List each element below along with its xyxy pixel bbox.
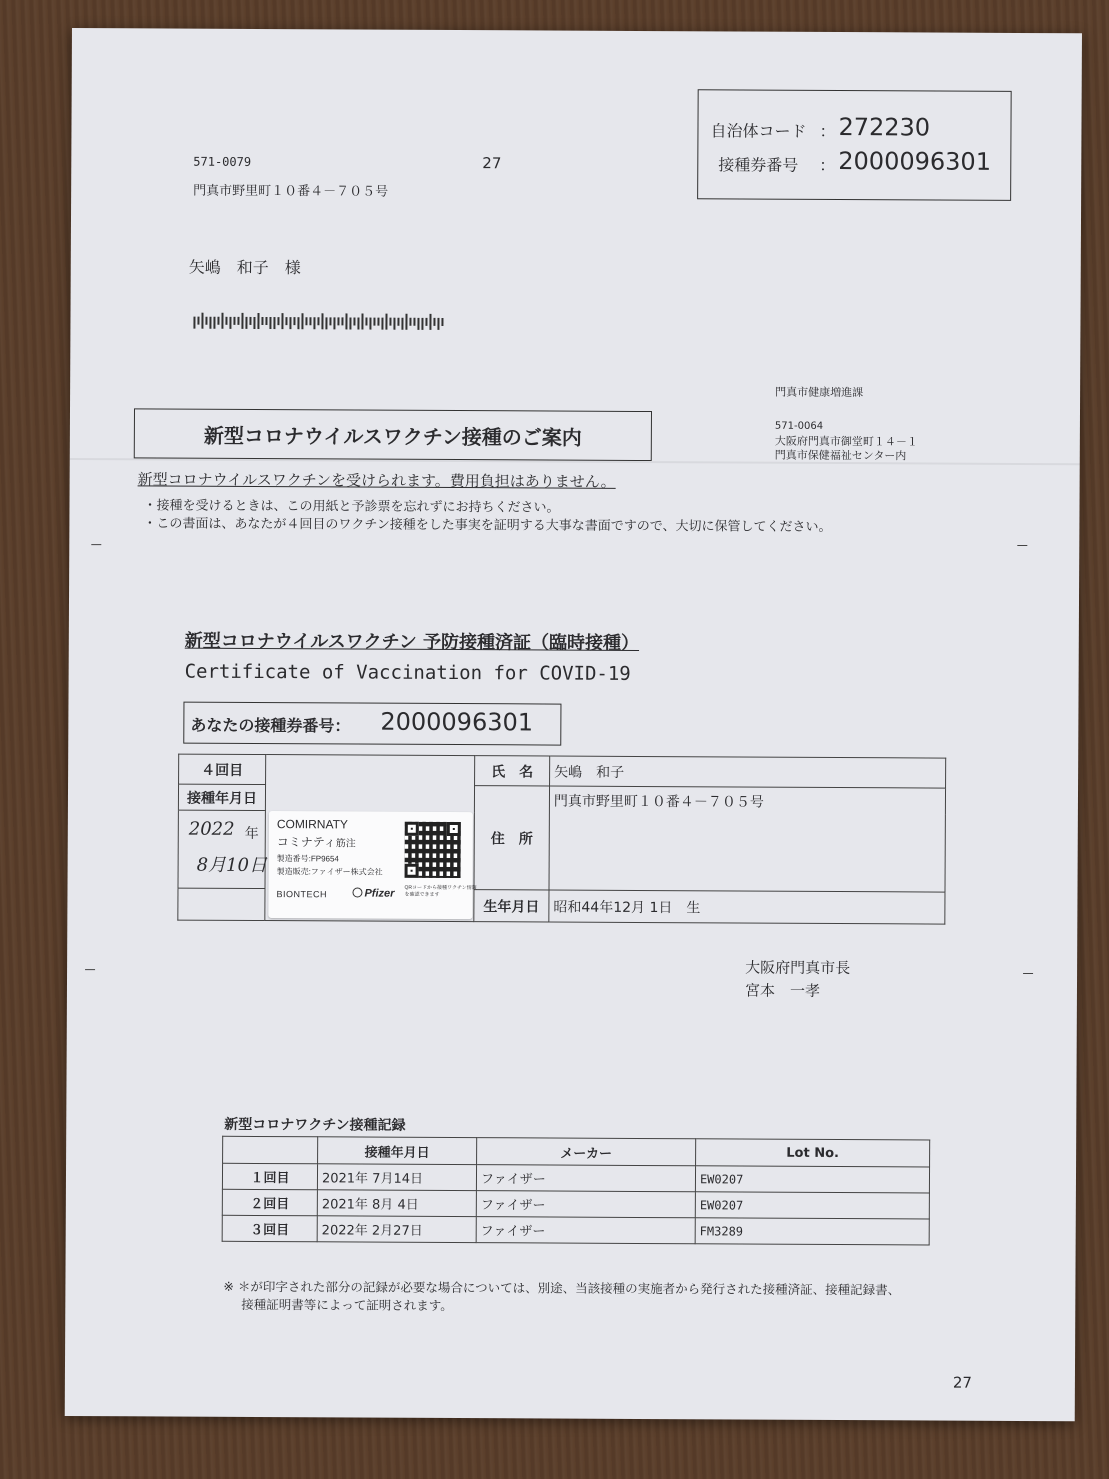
certificate-ticket-label: あなたの接種券番号：	[190, 715, 351, 736]
notice-lead: 新型コロナウイルスワクチンを受けられます。費用負担はありません。	[137, 470, 616, 491]
barcode-bar	[309, 317, 311, 325]
sender-dept: 門真市健康増進課	[775, 385, 864, 400]
certificate-ticket-value: 2000096301	[380, 707, 534, 737]
barcode-bar	[417, 318, 419, 330]
barcode-bar	[401, 318, 403, 330]
municipality-code-box	[697, 89, 1012, 201]
qr-note-2: を確認できます	[404, 891, 440, 898]
record-cell: 2022年 2月27日	[317, 1216, 476, 1243]
barcode-bar	[301, 313, 303, 329]
record-header-row	[223, 1136, 930, 1167]
barcode-bar	[217, 317, 219, 325]
barcode-bar	[329, 317, 331, 325]
dose-label: ４回目	[179, 754, 266, 784]
pfizer-wordmark: Pfizer	[364, 887, 395, 900]
barcode-bar	[425, 318, 427, 326]
postal-barcode	[193, 313, 483, 331]
barcode-bar	[229, 317, 231, 329]
certificate-title-jp: 新型コロナウイルスワクチン 予防接種済証（臨時接種）	[184, 630, 640, 654]
sender-postal: 571-0064	[774, 420, 824, 432]
vaccine-lot-sticker	[268, 811, 477, 919]
barcode-bar	[241, 313, 243, 329]
barcode-bar	[325, 317, 327, 329]
pfizer-mark-icon	[352, 887, 362, 897]
barcode-bar	[341, 317, 343, 325]
barcode-bar	[385, 314, 387, 330]
notice-bullet-2: ・この書面は、あなたが４回目のワクチン接種をした事実を証明する大事な書面ですので、大切に保管してください。	[143, 516, 832, 535]
sticker-name-suffix: 筋注	[335, 838, 356, 850]
barcode-bar	[293, 317, 295, 325]
record-cell: EW0207	[695, 1166, 929, 1193]
barcode-bar	[273, 317, 275, 329]
recipient-address: 門真市野里町１０番４－７０５号	[193, 183, 389, 200]
colon: ：	[819, 155, 836, 175]
record-cell: 2021年 8月 4日	[317, 1190, 476, 1217]
recipient-name: 矢嶋 和子 様	[188, 257, 301, 278]
barcode-bar	[393, 318, 395, 330]
record-header-cell: Lot No.	[696, 1139, 930, 1167]
record-cell: １回目	[222, 1163, 317, 1189]
cut-mark	[1023, 973, 1033, 974]
record-cell: 2021年 7月14日	[317, 1164, 476, 1191]
barcode-bar	[237, 317, 239, 325]
barcode-bar	[277, 317, 279, 325]
qr-finder	[405, 864, 419, 878]
record-cell: EW0207	[695, 1192, 929, 1219]
sticker-name-main: コミナティ	[276, 835, 336, 850]
barcode-bar	[193, 317, 195, 329]
barcode-bar	[317, 317, 319, 325]
barcode-bar	[265, 317, 267, 325]
sticker-name-jp	[277, 833, 356, 850]
barcode-bar	[221, 313, 223, 329]
page-number-top: 27	[482, 154, 502, 173]
barcode-bar	[297, 317, 299, 329]
barcode-bar	[421, 318, 423, 330]
barcode-bar	[433, 318, 435, 326]
barcode-bar	[333, 317, 335, 329]
address-label: 住 所	[474, 786, 550, 890]
barcode-bar	[389, 318, 391, 326]
barcode-bar	[349, 317, 351, 329]
barcode-bar	[337, 317, 339, 325]
record-cell: FM3289	[695, 1218, 929, 1245]
record-row	[222, 1215, 929, 1245]
barcode-bar	[253, 317, 255, 329]
barcode-bar	[381, 318, 383, 330]
cut-mark	[1017, 545, 1027, 546]
barcode-bar	[321, 313, 323, 329]
dob-value: 昭和44年12月 1日 生	[549, 890, 945, 924]
barcode-bar	[245, 317, 247, 329]
barcode-bar	[441, 318, 443, 326]
record-header-cell	[223, 1136, 318, 1163]
barcode-bar	[373, 318, 375, 326]
sticker-seller: 製造販売:ファイザー株式会社	[276, 867, 383, 877]
barcode-bar	[361, 314, 363, 330]
certificate-title-en: Certificate of Vaccination for COVID-19	[184, 660, 631, 685]
barcode-bar	[369, 318, 371, 330]
barcode-bar	[409, 318, 411, 326]
address-value: 門真市野里町１０番４－７０５号	[549, 786, 946, 892]
barcode-bar	[261, 317, 263, 325]
certificate-ticket-box	[183, 702, 561, 746]
ticket-number-value: 2000096301	[838, 147, 992, 176]
record-cell: ３回目	[222, 1215, 317, 1241]
record-table	[222, 1136, 931, 1246]
record-header-cell: メーカー	[477, 1138, 696, 1166]
notice-bullet-1: ・接種を受けるときは、この用紙と予診票を忘れずにお持ちください。	[143, 498, 560, 516]
ticket-number-label: 接種券番号	[718, 155, 799, 175]
barcode-bar	[285, 317, 287, 325]
name-value: 矢嶋 和子	[550, 756, 946, 788]
barcode-bar	[209, 317, 211, 329]
handwritten-date	[178, 810, 268, 888]
barcode-bar	[397, 318, 399, 326]
biontech-logo: BIONTECH	[276, 889, 328, 900]
qr-finder	[405, 822, 419, 836]
pfizer-logo	[352, 887, 394, 899]
barcode-bar	[281, 313, 283, 329]
mayor-title: 大阪府門真市長	[745, 958, 851, 978]
sender-address-2: 門真市保健福祉センター内	[774, 448, 907, 463]
sticker-lot: 製造番号:FP9654	[276, 854, 339, 864]
barcode-bar	[225, 317, 227, 325]
sender-address-1: 大阪府門真市御堂町１４－１	[774, 434, 918, 449]
barcode-bar	[345, 313, 347, 329]
barcode-bar	[269, 317, 271, 329]
barcode-bar	[413, 318, 415, 326]
qr-finder	[447, 822, 461, 836]
record-title: 新型コロナワクチン接種記録	[224, 1116, 406, 1134]
barcode-bar	[405, 314, 407, 330]
barcode-bar	[437, 318, 439, 330]
barcode-bar	[377, 318, 379, 326]
hand-year-unit: 年	[244, 825, 259, 842]
barcode-bar	[313, 317, 315, 329]
empty-cell	[178, 888, 265, 920]
sticker-brand: COMIRNATY	[276, 817, 348, 832]
cut-mark	[91, 544, 101, 545]
barcode-bar	[249, 317, 251, 325]
record-cell: ファイザー	[476, 1191, 695, 1218]
cut-mark	[85, 969, 95, 970]
qr-code-icon	[405, 822, 461, 878]
page-number-bottom: 27	[952, 1373, 973, 1392]
barcode-bar	[257, 313, 259, 329]
footnote-line-2: 接種証明書等によって証明されます。	[241, 1296, 453, 1314]
qr-note-1: QRコードから接種ワクチン情報	[404, 884, 477, 892]
date-label: 接種年月日	[178, 784, 265, 810]
colon: ：	[819, 121, 836, 141]
barcode-bar	[429, 314, 431, 330]
record-row	[222, 1189, 929, 1219]
footnote-line-1: ※ ＊が印字された部分の記録が必要な場合については、別途、当該接種の実施者から発行された接種済証、接種記録書、	[223, 1278, 901, 1298]
mayor-name: 宮本 一孝	[744, 981, 821, 1000]
barcode-bar	[353, 317, 355, 325]
barcode-bar	[365, 318, 367, 326]
barcode-bar	[213, 317, 215, 329]
municipality-code-value: 272230	[838, 113, 931, 142]
barcode-bar	[289, 317, 291, 329]
record-row	[222, 1163, 929, 1193]
dob-label: 生年月日	[474, 890, 549, 922]
vaccination-document	[65, 28, 1082, 1421]
barcode-bar	[305, 317, 307, 325]
barcode-bar	[205, 317, 207, 325]
notice-title: 新型コロナウイルスワクチン接種のご案内	[134, 408, 652, 461]
hand-year: 2022	[188, 818, 235, 840]
municipality-code-label: 自治体コード	[710, 121, 807, 141]
barcode-bar	[197, 317, 199, 325]
hand-month-day: 8月10日	[196, 854, 268, 877]
barcode-bar	[233, 317, 235, 325]
record-cell: ２回目	[222, 1189, 317, 1215]
record-cell: ファイザー	[476, 1217, 695, 1244]
barcode-bar	[357, 317, 359, 329]
record-cell: ファイザー	[476, 1165, 695, 1192]
record-header-cell: 接種年月日	[318, 1137, 477, 1165]
name-label: 氏 名	[475, 756, 550, 786]
barcode-bar	[201, 313, 203, 329]
postal-code: 571-0079	[193, 154, 252, 169]
